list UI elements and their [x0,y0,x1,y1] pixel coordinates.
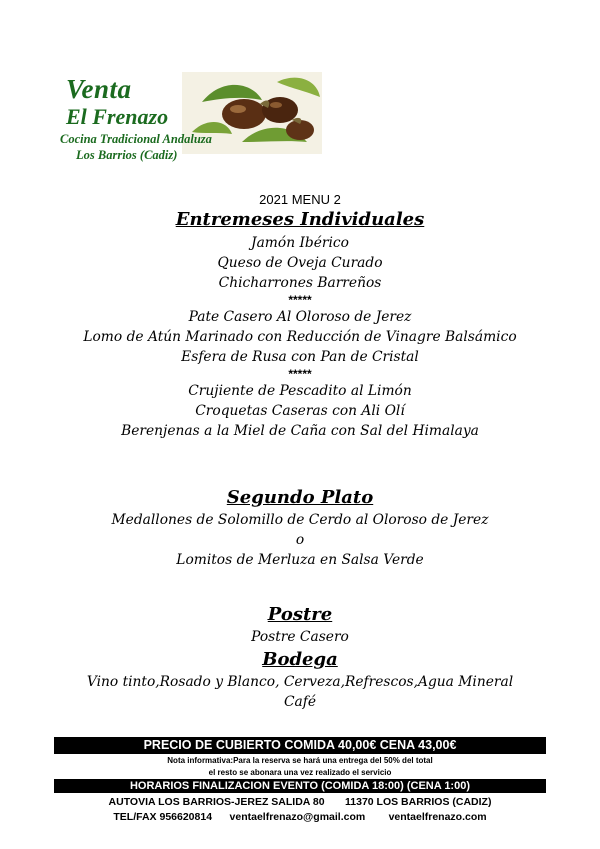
hours-banner: HORARIOS FINALIZACION EVENTO (COMIDA 18:00) (CENA 1:00) [54,779,546,793]
section-entremeses [0,207,600,441]
menu-item: Esfera de Rusa con Pan de Cristal [181,349,419,365]
logo-subtitle-line2: Los Barrios (Cadiz) [76,148,178,162]
menu-item: Lomitos de Merluza en Salsa Verde [176,552,424,568]
menu-item: Vino tinto,Rosado y Blanco, Cerveza,Refrescos,Agua Mineral [86,674,514,690]
logo-name-line2: El Frenazo [66,104,169,129]
menu-item: o [295,532,305,548]
menu-item: Café [283,694,317,710]
section-title-bodega: Bodega [262,649,338,670]
menu-item: Jamón Ibérico [251,235,349,251]
restaurant-logo [54,72,322,164]
menu-item: Chicharrones Barreños [218,275,382,291]
section-title-segundo: Segundo Plato [226,487,374,508]
menu-item: Pate Casero Al Oloroso de Jerez [188,309,412,325]
logo-subtitle-line1: Cocina Tradicional Andaluza [60,132,212,146]
section-segundo [0,486,600,570]
contact-line: TEL/FAX 956620814 ventaelfrenazo@gmail.com ventaelfrenazo.com [113,811,487,823]
note-line1: Nota informativa:Para la reserva se hará una entrega del 50% del total [167,756,433,765]
address-line: AUTOVIA LOS BARRIOS-JEREZ SALIDA 80 11370 LOS BARRIOS (CADIZ) [108,796,492,808]
menu-item: Queso de Oveja Curado [217,255,383,271]
menu-item: Lomo de Atún Marinado con Reducción de Vinagre Balsámico [83,329,517,345]
section-bodega [0,648,600,712]
section-title-entremeses: Entremeses Individuales [175,209,425,230]
menu-item: Berenjenas a la Miel de Caña con Sal del Himalaya [121,423,479,439]
menu-title: 2021 MENU 2 [259,192,341,207]
menu-item: Croquetas Caseras con Ali Olí [195,403,405,419]
menu-item: Postre Casero [251,629,349,645]
logo-name-line1: Venta [66,74,132,104]
menu-item: Medallones de Solomillo de Cerdo al Oloroso de Jerez [111,512,489,528]
menu-item: Crujiente de Pescadito al Limón [188,383,412,399]
note-line2: el resto se abonara una vez realizado el servicio [208,768,392,777]
section-postre [0,603,600,647]
price-banner: PRECIO DE CUBIERTO COMIDA 40,00€ CENA 43,00€ [54,737,546,754]
section-title-postre: Postre [267,604,333,625]
separator: ***** [288,293,312,307]
separator: ***** [288,367,312,381]
